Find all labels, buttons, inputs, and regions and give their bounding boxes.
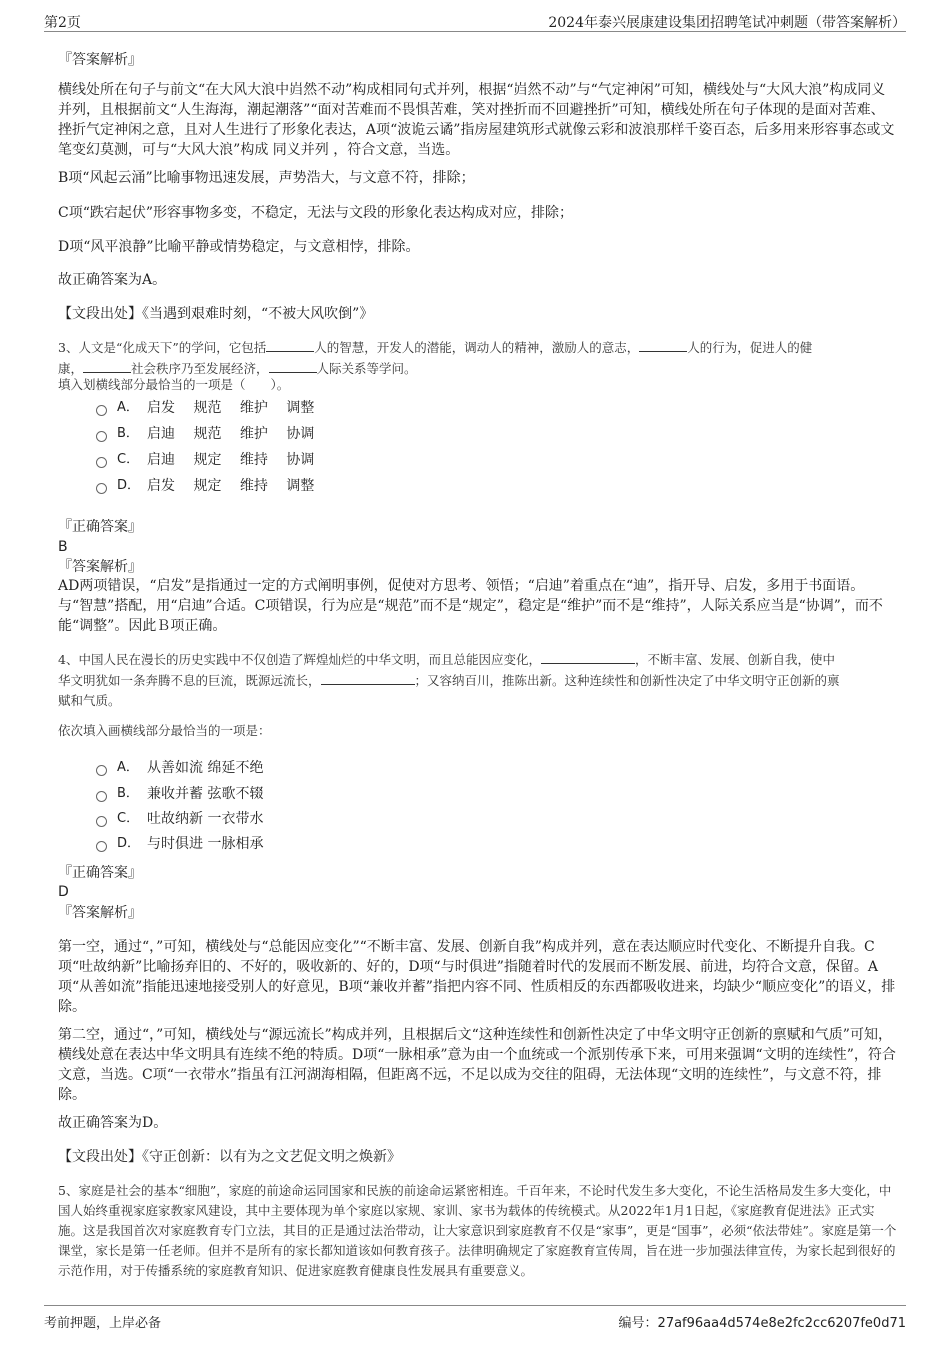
q3-prompt: 填入划横线部分最恰当的一项是（ ）。	[58, 377, 290, 392]
radio-icon[interactable]	[96, 431, 107, 442]
header-divider	[44, 31, 906, 32]
q3-stem: 3、人文是“化成天下”的学问，它包括 人的智慧，开发人的潜能，调动人的精神，激励人的意志， 人的行为，促进人的健 康， 社会秩序乃至发展经济， 人际关系等学问。	[58, 337, 898, 379]
q3-option-a[interactable]: A． 启发 规范 维护 调整	[96, 398, 314, 418]
footer-slogan: 考前押题，上岸必备	[44, 1316, 162, 1331]
q2-analysis-option-d: D项“风平浪静”比喻平静或情势稳定，与文意相悖，排除。	[58, 239, 420, 255]
page-number: 第2页	[44, 15, 81, 31]
q3-analysis-label: 『答案解析』	[58, 559, 142, 575]
q4-analysis-text-1: 第一空，通过“，”可知，横线处与“总能因应变化”“不断丰富、发展、创新自我”构成并列，意在表达顺应时代变化、不断提升自我。C项“吐故纳新”比喻扬弃旧的、不好的，吸收新的、好的，D项“与时俱进”指随着时代的发展而不断发展、前进，均符合文意，保留。A项“从善如流”指能迅速地接受别人的好意见，B项“兼收并蓄”指把内容不同、性质相反的东西都吸收进来，均缺少“顺应变化”的语义，排除。	[58, 939, 896, 1015]
q2-analysis-label: 『答案解析』	[58, 52, 142, 68]
q4-option-b[interactable]: B． 兼收并蓄 弦歌不辍	[96, 784, 263, 804]
q4-option-a[interactable]: A． 从善如流 绵延不绝	[96, 758, 263, 778]
document-title: 2024年泰兴展康建设集团招聘笔试冲刺题（带答案解析）	[548, 15, 906, 31]
q2-analysis-option-c: C项“跌宕起伏”形容事物多变，不稳定，无法与文段的形象化表达构成对应，排除；	[58, 205, 574, 221]
document-code: 编号：27af96aa4d574e8e2fc2cc6207fe0d71	[618, 1316, 906, 1331]
radio-icon[interactable]	[96, 816, 107, 827]
q2-analysis-text: 横线处所在句子与前文“在大风大浪中岿然不动”构成相同句式并列，根据“岿然不动”与“气定神闲”可知，横线处与“大风大浪”构成同义并列，且根据前文“人生海海，潮起潮落”“面对苦难而不畏惧苦难，笑对挫折而不回避挫折”可知，横线处所在句子体现的是面对苦难、挫折气定神闲之意，且对人生进行了形象化表达，A项“波诡云谲”指房屋建筑形式就像云彩和波浪那样千姿百态，后多用来形容事态或文笔变幻莫测，可与“大风大浪”构成 同义并列 ，符合文意，当选。	[58, 82, 895, 158]
radio-icon[interactable]	[96, 791, 107, 802]
q4-source: 【文段出处】《守正创新：以有为之文艺促文明之焕新》	[58, 1149, 401, 1165]
q4-stem: 4、中国人民在漫长的历史实践中不仅创造了辉煌灿烂的中华文明，而且总能因应变化， ，不断丰富、发展、创新自我，使中 华文明犹如一条奔腾不息的巨流，既源远流长， ；又容纳百川，推陈出新。这种连续性和创新性决定了中华文明守正创新的禀 赋和气质。	[58, 649, 898, 711]
radio-icon[interactable]	[96, 483, 107, 494]
q4-analysis-label: 『答案解析』	[58, 905, 142, 921]
q2-analysis-option-b: B项“风起云涌”比喻事物迅速发展，声势浩大，与文意不符，排除；	[58, 170, 475, 186]
q4-correct-answer: D	[58, 884, 69, 900]
q4-conclusion: 故正确答案为D。	[58, 1115, 168, 1131]
q3-option-d[interactable]: D． 启发 规定 维持 调整	[96, 476, 314, 496]
q4-blank-1	[541, 649, 635, 664]
q3-analysis-text: AD两项错误，“启发”是指通过一定的方式阐明事例，促使对方思考、领悟；“启迪”着重点在“迪”，指开导、启发，多用于书面语。与“智慧”搭配，用“启迪”合适。C项错误，行为应是“规范”而不是“规定”，稳定是“维护”而不是“维持”，人际关系应当是“协调”，而不能“调整”。因此Ｂ项正确。	[58, 578, 883, 634]
q3-blank-1	[266, 337, 314, 352]
radio-icon[interactable]	[96, 841, 107, 852]
footer-divider	[44, 1305, 906, 1306]
q4-correct-label: 『正确答案』	[58, 865, 142, 881]
q3-correct-label: 『正确答案』	[58, 519, 142, 535]
radio-icon[interactable]	[96, 405, 107, 416]
q3-blank-4	[269, 358, 317, 373]
radio-icon[interactable]	[96, 457, 107, 468]
q4-option-c[interactable]: C． 吐故纳新 一衣带水	[96, 809, 263, 829]
q4-option-d[interactable]: D． 与时俱进 一脉相承	[96, 834, 263, 854]
q3-option-c[interactable]: C． 启迪 规定 维持 协调	[96, 450, 314, 470]
q3-option-b[interactable]: B． 启迪 规范 维护 协调	[96, 424, 314, 444]
q2-conclusion: 故正确答案为A。	[58, 272, 167, 288]
q4-prompt: 依次填入画横线部分最恰当的一项是：	[58, 723, 271, 738]
q5-stem: 5、家庭是社会的基本“细胞”，家庭的前途命运同国家和民族的前途命运紧密相连。千百年来，不论时代发生多大变化，不论生活格局发生多大变化，中国人始终重视家庭家教家风建设，其中主要体现为单个家庭以家规、家训、家书为载体的传统模式。从2022年1月1日起，《家庭教育促进法》正式实施。这是我国首次对家庭教育专门立法，其目的正是通过法治带动，让大家意识到家庭教育不仅是“家事”，更是“国事”，必须“依法带娃”。家庭是第一个课堂，家长是第一任老师。但并不是所有的家长都知道该如何教育孩子。法律明确规定了家庭教育宣传周，旨在进一步加强法律宣传，为家长起到很好的示范作用，对于传播系统的家庭教育知识、促进家庭教育健康良性发展具有重要意义。	[58, 1183, 897, 1278]
q3-correct-answer: B	[58, 539, 68, 555]
q2-source: 【文段出处】《当遇到艰难时刻，“不被大风吹倒”》	[58, 306, 374, 322]
q3-blank-2	[639, 337, 687, 352]
q4-blank-2	[321, 670, 415, 685]
q4-analysis-text-2: 第二空，通过“，”可知，横线处与“源远流长”构成并列，且根据后文“这种连续性和创新性决定了中华文明守正创新的禀赋和气质”可知，横线处意在表达中华文明具有连续不绝的特质。D项“一脉相承”意为由一个血统或一个派别传承下来，可用来强调“文明的连续性”，符合文意，当选。C项“一衣带水”指虽有江河湖海相隔，但距离不远，不足以成为交往的阻碍，无法体现“文明的连续性”，与文意不符，排除。	[58, 1027, 896, 1103]
radio-icon[interactable]	[96, 765, 107, 776]
q3-blank-3	[83, 358, 131, 373]
